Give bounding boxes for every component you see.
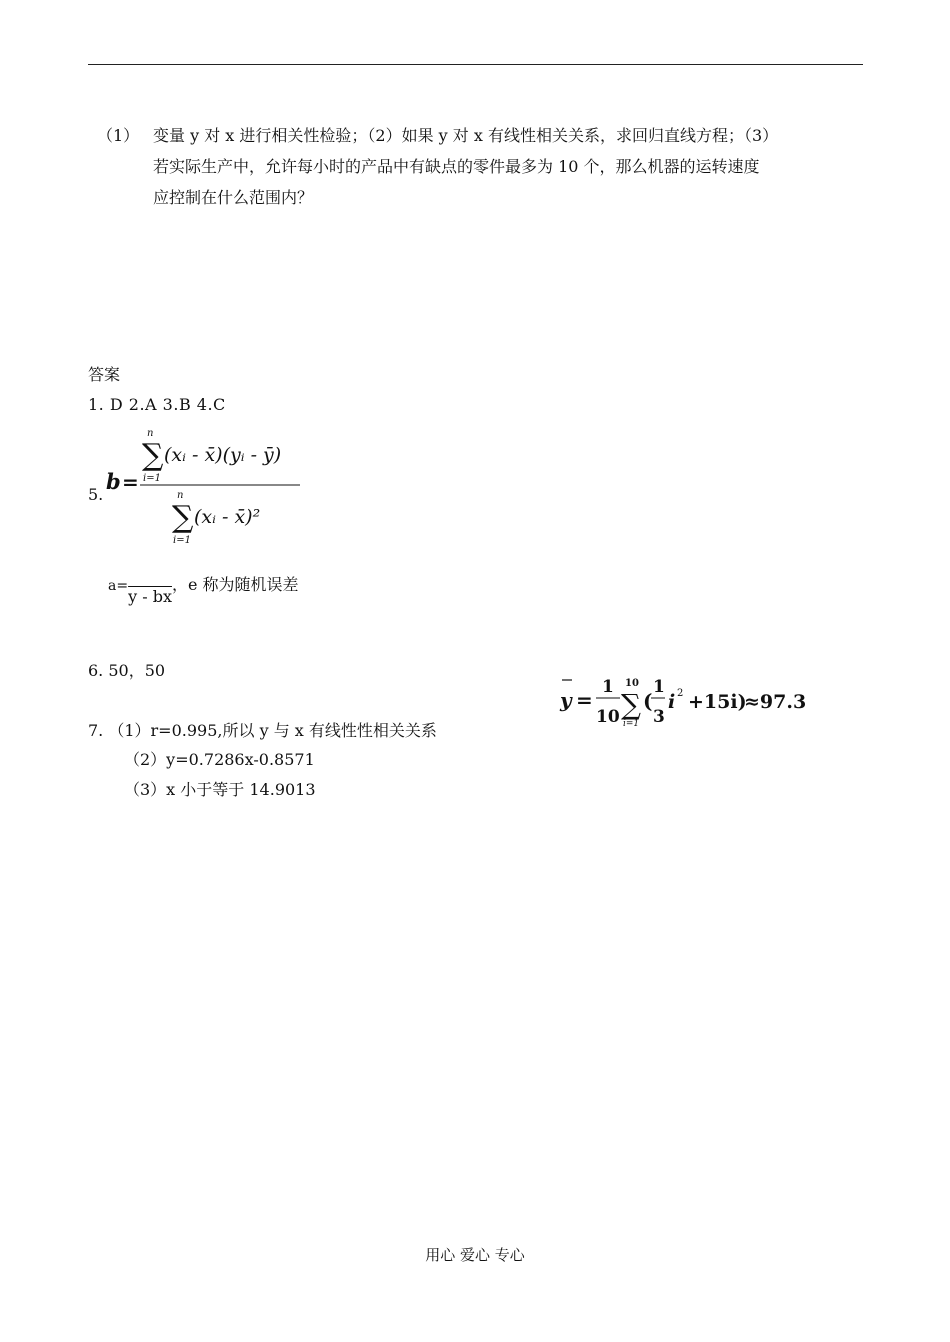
question-number: （1） xyxy=(97,126,140,145)
mean-result: ≈97.3 xyxy=(744,691,807,713)
answer-7-part-3: （3）x 小于等于 14.9013 xyxy=(124,780,316,799)
question-line-3: 应控制在什么范围内？ xyxy=(153,188,314,207)
answer-7-part-2: （2）y=0.7286x-0.8571 xyxy=(124,750,315,769)
formula-b-lhs: b xyxy=(106,469,121,494)
inner-denominator: 3 xyxy=(653,707,665,727)
mean-sigma: ∑ xyxy=(621,688,641,721)
coef-numerator: 1 xyxy=(602,677,614,697)
answer-5-label: 5. xyxy=(88,485,104,504)
answers-title: 答案 xyxy=(88,365,121,384)
coef-denominator: 10 xyxy=(596,707,620,727)
answer-7-part-1: 7. （1）r=0.995,所以 y 与 x 有线性性相关关系 xyxy=(88,721,437,740)
numerator-sum-lower: i=1 xyxy=(143,473,161,484)
mean-lhs: y xyxy=(560,688,572,712)
sum-upper: 10 xyxy=(625,678,639,689)
intercept-suffix: ，e 称为随机误差 xyxy=(171,575,299,594)
sum-lower: i=1 xyxy=(623,719,640,729)
formula-numerator: (xᵢ - x̄)(yᵢ - ȳ) xyxy=(164,444,282,466)
open-paren: ( xyxy=(643,689,653,713)
regression-slope-formula xyxy=(104,425,304,550)
mean-equals-sign: = xyxy=(576,688,593,712)
denominator-sum-upper: n xyxy=(177,490,184,501)
intercept-prefix: a= xyxy=(108,578,129,594)
formula-denominator: (xᵢ - x̄)² xyxy=(194,506,261,528)
term-i: i xyxy=(668,691,676,713)
intercept-expression: y - bx xyxy=(128,587,172,606)
mean-sum-formula xyxy=(558,672,818,734)
question-line-1: 变量 y 对 x 进行相关性检验；（2）如果 y 对 x 有线性相关关系，求回归直线方程；（3） xyxy=(153,126,779,145)
answer-5-intercept xyxy=(108,570,299,606)
answers-line-1: 1. D 2.A 3.B 4.C xyxy=(88,395,226,414)
formula-equals-sign: = xyxy=(122,470,139,494)
page-footer: 用心 爱心 专心 xyxy=(425,1246,525,1264)
inner-numerator: 1 xyxy=(653,677,665,697)
term-exponent: 2 xyxy=(677,688,684,699)
numerator-sigma: ∑ xyxy=(142,438,164,473)
denominator-sum-lower: i=1 xyxy=(173,535,191,546)
header-rule xyxy=(88,64,863,65)
denominator-sigma: ∑ xyxy=(172,500,194,535)
answer-6: 6. 50，50 xyxy=(88,661,166,680)
question-line-2: 若实际生产中，允许每小时的产品中有缺点的零件最多为 10 个，那么机器的运转速度 xyxy=(153,157,760,176)
numerator-sum-upper: n xyxy=(147,428,154,439)
term-15i: +15i) xyxy=(688,691,747,713)
